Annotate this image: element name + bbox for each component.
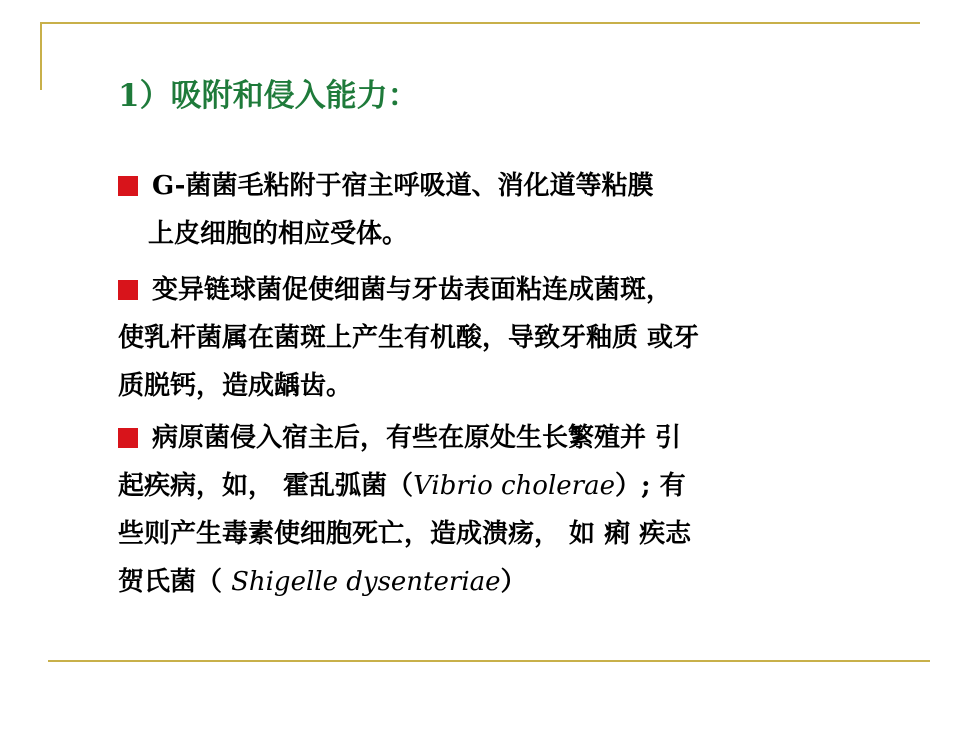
red-square-bullet-icon [118,280,138,300]
bullet-1-line-2: 上皮细胞的相应受体。 [148,219,409,249]
bullet-2-line-3: 质脱钙，造成龋齿。 [118,371,353,401]
bullet-item-3 [118,414,878,606]
bullet-3-line-3: 些则产生毒素使细胞死亡，造成溃疡， 如 痢 疾志 [118,519,692,549]
bullet-item-2 [118,266,878,410]
bullet-3-line-2-text-a: 起疾病，如， 霍乱弧菌（ [118,471,414,501]
species-name-shigella: Shigelle dysenteriae [231,567,501,597]
frame-bottom-line [48,660,930,662]
bullet-3-line-2-text-b: ）; 有 [614,471,686,501]
bullet-2-line-1: 变异链球菌促使细菌与牙齿表面粘连成菌斑， [152,275,673,305]
bullet-3-line-1: 病原菌侵入宿主后，有些在原处生长繁殖并 引 [152,423,682,453]
red-square-bullet-icon [118,428,138,448]
slide-title: 1）吸附和侵入能力： [118,78,419,114]
bullet-3-line-4 [118,558,878,606]
bullet-3-line-2 [118,462,878,510]
bullet-2-line-2: 使乳杆菌属在菌斑上产生有机酸，导致牙釉质 或牙 [118,323,700,353]
bullet-item-1 [118,162,878,258]
red-square-bullet-icon [118,176,138,196]
bullet-3-line-4-text-b: ） [500,567,527,597]
bullet-3-line-4-text-a: 贺氏菌（ [118,567,232,597]
frame-left-line [40,22,42,90]
species-name-vibrio: Vibrio cholerae [413,471,615,501]
frame-top-line [40,22,920,24]
bullet-1-line-1: G-菌菌毛粘附于宿主呼吸道、消化道等粘膜 [152,171,654,201]
